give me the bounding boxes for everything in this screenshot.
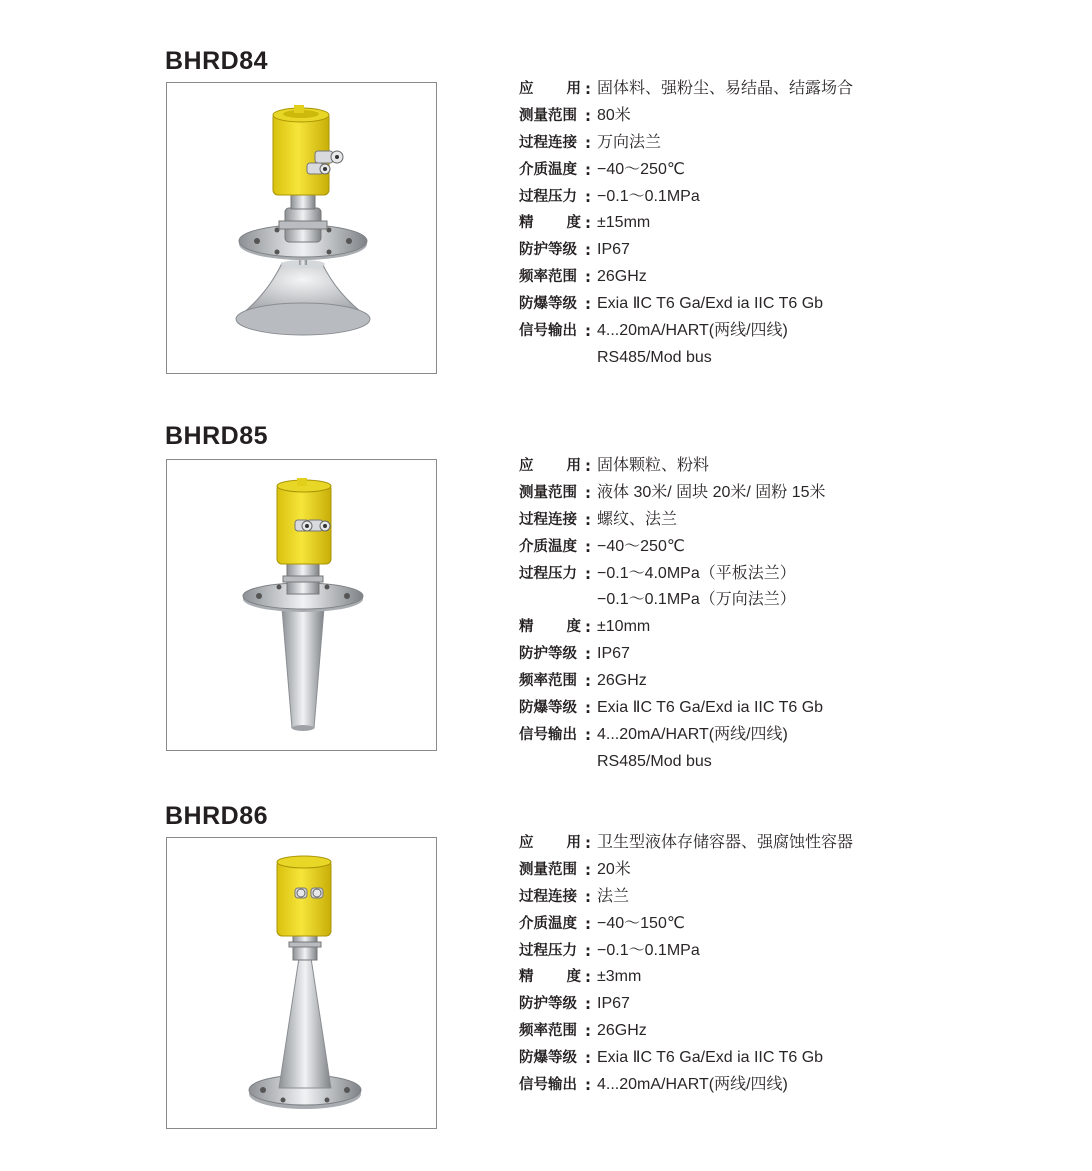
spec-label: 过程连接: [519, 511, 577, 528]
spec-label: 信号输出: [519, 726, 577, 743]
spec-label: 防护等级: [519, 646, 577, 663]
spec-value: Exia ⅡC T6 Ga/Exd ia IIC T6 Gb: [597, 295, 824, 313]
spec-value: 液体 30米/ 固块 20米/ 固粉 15米: [597, 483, 826, 501]
product-model-title: BHRD86: [165, 802, 269, 830]
spec-label: 精 度: [519, 619, 581, 636]
spec-value: −0.1～0.1MPa（万向法兰）: [597, 591, 796, 609]
spec-value: 螺纹、法兰: [597, 510, 678, 528]
spec-label: 过程连接: [519, 888, 577, 905]
spec-label: 精 度: [519, 969, 581, 986]
product-model-title: BHRD84: [165, 47, 269, 75]
product-photo-frame: [166, 82, 437, 374]
spec-value: 固体颗粒、粉料: [597, 457, 710, 474]
spec-label: 信号输出: [519, 323, 577, 340]
spec-label: 防护等级: [519, 242, 577, 259]
spec-label: 介质温度: [519, 915, 577, 932]
spec-label: 精 度: [519, 215, 581, 232]
parabolic-antenna-radar-image: [167, 83, 438, 375]
spec-value: RS485/Mod bus: [597, 752, 712, 770]
spec-value: 法兰: [597, 887, 630, 905]
sanitary-horn-radar-image: [167, 838, 438, 1130]
spec-value: 4...20mA/HART(两线/四线): [597, 1076, 788, 1094]
spec-label: 测量范围: [519, 861, 577, 878]
spec-value: −40～250℃: [597, 160, 685, 178]
spec-value: −0.1～0.1MPa: [597, 187, 700, 205]
spec-label: 防爆等级: [519, 296, 577, 313]
spec-label: 防爆等级: [519, 1050, 577, 1067]
horn-antenna-radar-image: [167, 460, 438, 752]
spec-value: IP67: [597, 645, 630, 663]
spec-label: 频率范围: [519, 269, 577, 286]
spec-value: ±15mm: [597, 214, 651, 232]
spec-label: 测量范围: [519, 484, 577, 501]
spec-value: 26GHz: [597, 1022, 647, 1040]
spec-value: 26GHz: [597, 672, 647, 690]
spec-value: 26GHz: [597, 268, 647, 286]
product-model-title: BHRD85: [165, 422, 269, 450]
spec-value: Exia ⅡC T6 Ga/Exd ia IIC T6 Gb: [597, 1049, 824, 1067]
spec-value: −40～250℃: [597, 537, 685, 555]
spec-value: 固体料、强粉尘、易结晶、结露场合: [597, 80, 854, 97]
spec-value: 4...20mA/HART(两线/四线): [597, 725, 788, 743]
spec-label: 应 用: [519, 835, 581, 851]
spec-label: 介质温度: [519, 161, 577, 178]
product-photo-frame: [166, 459, 437, 751]
spec-label: 测量范围: [519, 107, 577, 124]
spec-value: 80米: [597, 106, 631, 124]
spec-value: −0.1～0.1MPa: [597, 941, 700, 959]
spec-label: 信号输出: [519, 1077, 577, 1094]
spec-label: 介质温度: [519, 538, 577, 555]
spec-value: RS485/Mod bus: [597, 348, 712, 366]
spec-label: 应 用: [519, 81, 581, 97]
spec-label: 过程压力: [519, 565, 577, 582]
spec-label: 应 用: [519, 458, 581, 474]
spec-value: −0.1～4.0MPa（平板法兰）: [597, 564, 796, 582]
spec-label: 防护等级: [519, 996, 577, 1013]
spec-label: 频率范围: [519, 673, 577, 690]
spec-value: 20米: [597, 860, 631, 878]
spec-label: 过程连接: [519, 134, 577, 151]
spec-value: 万向法兰: [597, 133, 662, 151]
spec-value: 卫生型液体存储容器、强腐蚀性容器: [597, 834, 854, 851]
spec-value: ±3mm: [597, 968, 642, 986]
spec-value: IP67: [597, 995, 630, 1013]
product-photo-frame: [166, 837, 437, 1129]
spec-label: 过程压力: [519, 942, 577, 959]
spec-value: Exia ⅡC T6 Ga/Exd ia IIC T6 Gb: [597, 699, 824, 717]
spec-value: −40～150℃: [597, 914, 685, 932]
spec-label: 过程压力: [519, 188, 577, 205]
spec-value: 4...20mA/HART(两线/四线): [597, 322, 788, 340]
spec-label: 防爆等级: [519, 700, 577, 717]
spec-value: IP67: [597, 241, 630, 259]
spec-value: ±10mm: [597, 618, 651, 636]
spec-label: 频率范围: [519, 1023, 577, 1040]
